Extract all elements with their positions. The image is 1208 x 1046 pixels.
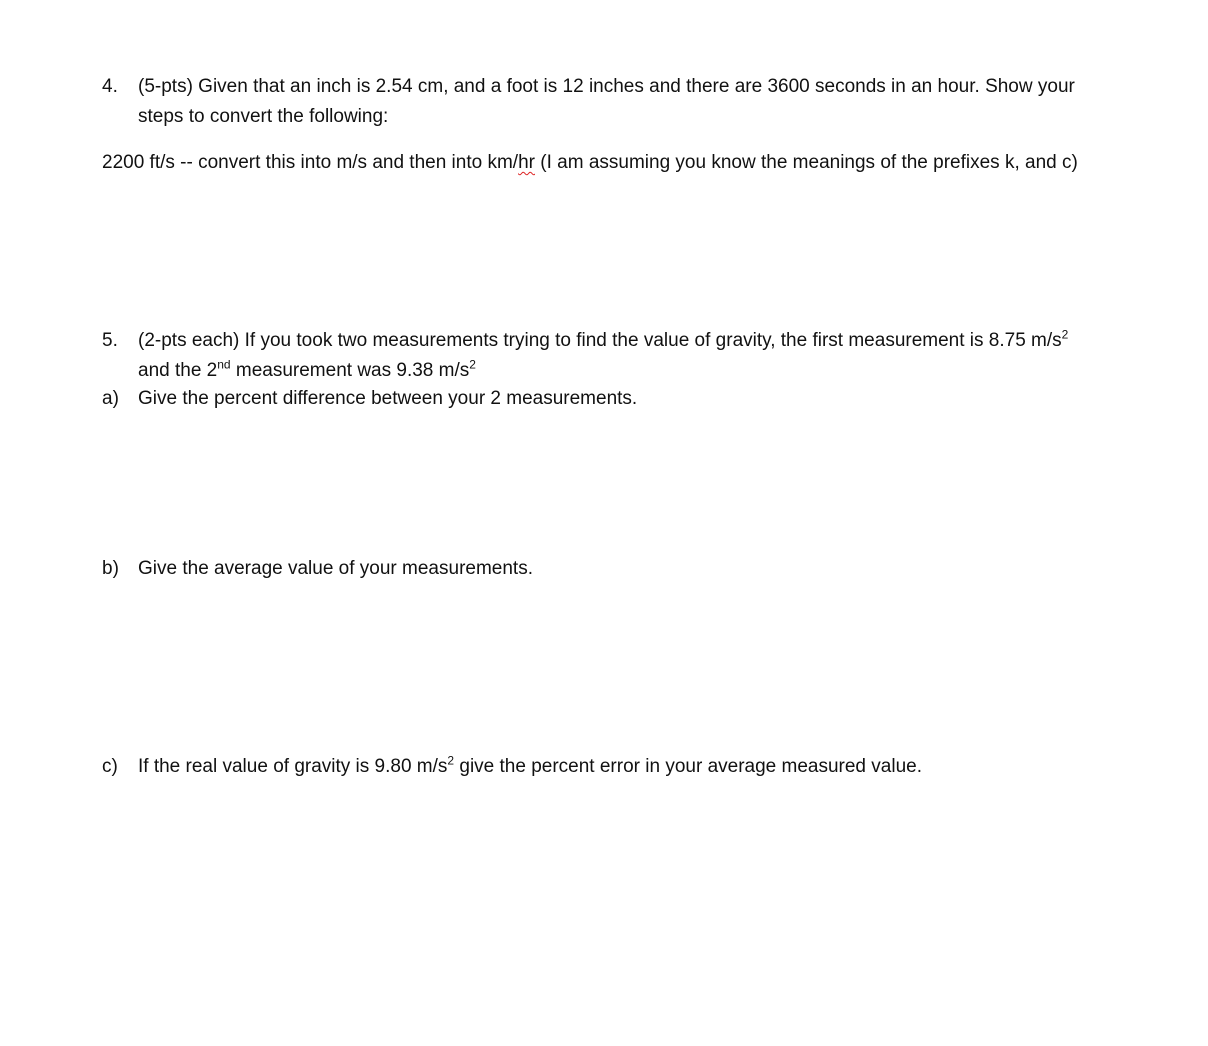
q4-prompt-flagged-word: hr [518, 152, 535, 173]
q4-number: 4. [102, 76, 118, 97]
q5a-text: Give the percent difference between your 2 measurements. [138, 388, 638, 409]
q4-line1: (5-pts) Given that an inch is 2.54 cm, and a foot is 12 inches and there are 3600 seconds in an hour. Show your [138, 76, 1075, 97]
q5b-label: b) [102, 558, 119, 579]
q5c-text [138, 755, 922, 779]
q5-line2 [138, 359, 476, 383]
q4-line2: steps to convert the following: [138, 106, 389, 127]
q5c-text-pre: If the real value of gravity is 9.80 m/s [138, 756, 448, 777]
q5c-sup: 2 [447, 753, 455, 768]
q4-prompt [102, 151, 1078, 175]
q5-line2-mid: measurement was 9.38 m/s [230, 360, 470, 381]
q5-line1-text: (2-pts each) If you took two measurements trying to find the value of gravity, the first measurement is 8.75 m/s [138, 330, 1062, 351]
q5-line2-pre: and the 2 [138, 360, 218, 381]
q5a-label: a) [102, 388, 119, 409]
q5b-text: Give the average value of your measurements. [138, 558, 533, 579]
q5c-text-post: give the percent error in your average measured value. [454, 756, 922, 777]
q4-prompt-before: 2200 ft/s -- convert this into m/s and then into km/ [102, 152, 519, 173]
q5c-label: c) [102, 756, 118, 777]
q5-line2-ordinal: nd [217, 357, 231, 372]
q5-line2-sup: 2 [469, 357, 476, 372]
q5-number: 5. [102, 330, 118, 351]
q4-prompt-after: (I am assuming you know the meanings of the prefixes k, and c) [535, 152, 1078, 173]
q5-line1-sup: 2 [1061, 327, 1069, 342]
q5-line1 [138, 329, 1068, 353]
